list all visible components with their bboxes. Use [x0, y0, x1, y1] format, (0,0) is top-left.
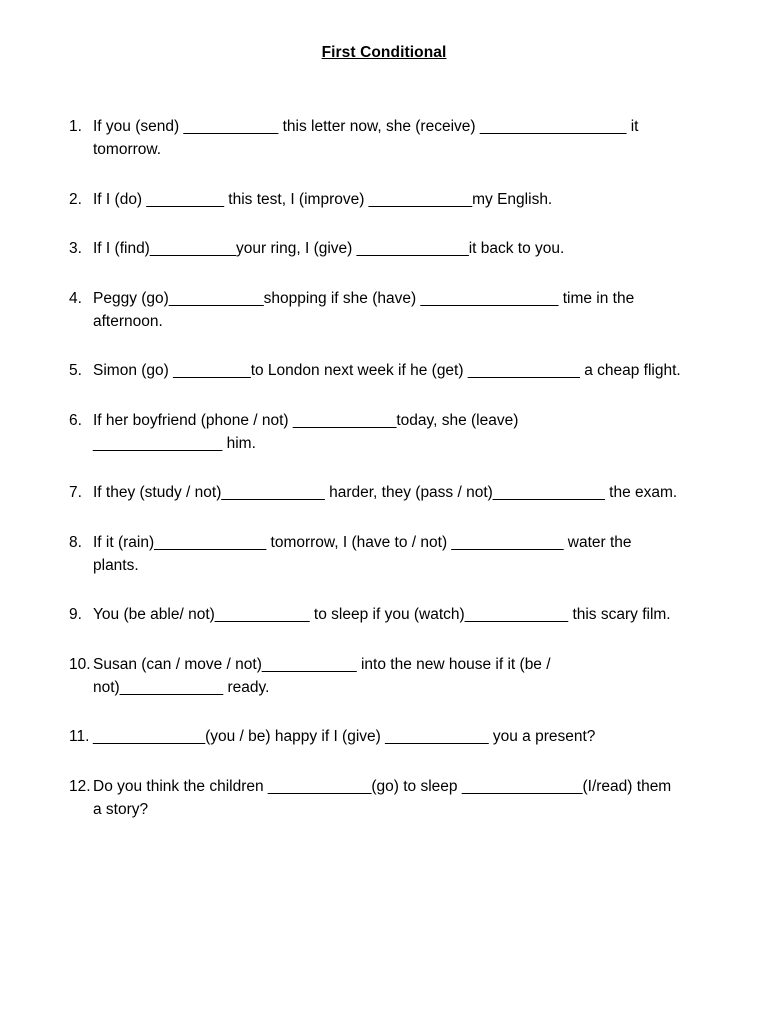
exercise-text-line: If they (study / not)____________ harder, they (pass / not)_____________ the exam.	[93, 484, 678, 501]
exercise-number: 4.	[69, 289, 82, 307]
exercise-text-line: If I (find)__________your ring, I (give) _____________it back to you.	[93, 240, 565, 257]
exercise-text-line: _______________ him.	[93, 434, 256, 452]
exercise-item	[69, 287, 729, 333]
exercise-number: 9.	[69, 606, 82, 623]
exercise-text-line: Do you think the children ____________(go) to sleep ______________(I/read) them	[93, 777, 672, 795]
exercise-text-line: You (be able/ not)___________ to sleep if you (watch)____________ this scary film.	[93, 606, 671, 623]
exercise-number: 7.	[69, 484, 82, 501]
exercise-item	[69, 725, 729, 748]
exercise-number: 3.	[69, 240, 82, 257]
exercise-number: 1.	[69, 118, 82, 135]
exercise-item	[69, 237, 729, 260]
exercise-item	[69, 481, 729, 504]
exercise-text-line: If you (send) ___________ this letter now, she (receive) _________________ it	[93, 118, 639, 135]
exercise-number: 6.	[69, 411, 82, 429]
exercise-text-line: Peggy (go)___________shopping if she (have) ________________ time in the	[93, 289, 635, 307]
exercise-item	[69, 603, 729, 626]
exercise-text-line: Simon (go) _________to London next week if he (get) _____________ a cheap flight.	[93, 362, 681, 379]
exercise-text-line: If it (rain)_____________ tomorrow, I (have to / not) _____________ water the	[93, 533, 632, 551]
exercise-text-line: afternoon.	[93, 312, 163, 330]
exercise-item	[69, 115, 729, 161]
exercise-number: 8.	[69, 533, 82, 551]
exercise-text-line: If I (do) _________ this test, I (improve) ____________my English.	[93, 190, 553, 208]
exercise-number: 11.	[69, 728, 90, 745]
worksheet-title: First Conditional	[321, 44, 447, 61]
exercise-number: 12.	[69, 777, 91, 795]
exercise-text-line: Susan (can / move / not)___________ into the new house if it (be /	[93, 655, 551, 673]
exercise-text-line: plants.	[93, 556, 139, 574]
exercise-item	[69, 775, 729, 821]
exercise-text-line: not)____________ ready.	[93, 678, 270, 696]
exercise-text-line: tomorrow.	[93, 141, 162, 158]
exercise-item	[69, 188, 729, 211]
exercise-number: 5.	[69, 362, 82, 379]
exercise-number: 10.	[69, 655, 91, 673]
exercise-item	[69, 409, 729, 455]
exercise-text-line: a story?	[93, 800, 149, 818]
exercise-text-line: If her boyfriend (phone / not) ____________today, she (leave)	[93, 411, 519, 429]
exercise-text-line: _____________(you / be) happy if I (give) ____________ you a present?	[93, 728, 596, 745]
exercise-list	[69, 115, 729, 847]
exercise-item	[69, 359, 729, 382]
exercise-number: 2.	[69, 190, 82, 208]
exercise-item	[69, 531, 729, 577]
exercise-item	[69, 653, 729, 699]
